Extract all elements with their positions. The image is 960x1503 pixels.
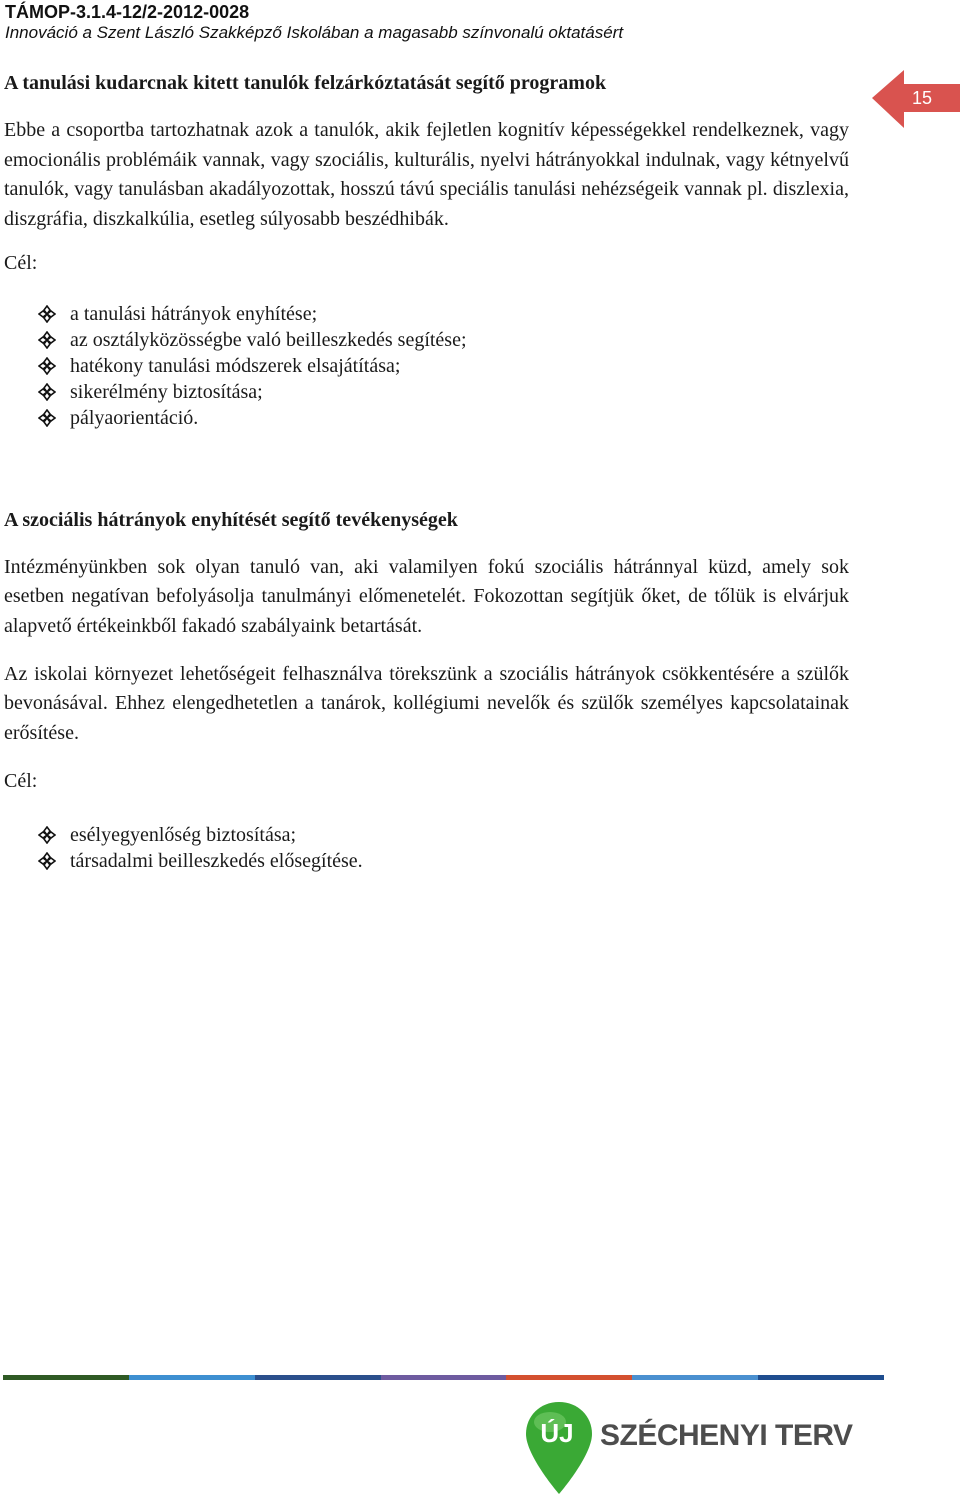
page-content (4, 68, 849, 874)
section2-goal-label: Cél: (4, 769, 38, 792)
rule-segment (129, 1375, 255, 1380)
list-item-text: hatékony tanulási módszerek elsajátítása; (70, 354, 401, 377)
project-subtitle: Innováció a Szent László Szakképző Iskolában a magasabb színvonalú oktatásért (5, 23, 624, 42)
diamond-bullet-icon (38, 383, 56, 401)
rule-segment (758, 1375, 884, 1380)
section1-goal-label: Cél: (4, 251, 38, 274)
diamond-bullet-icon (38, 357, 56, 375)
list-item (4, 848, 849, 874)
logo-pin-icon (524, 1400, 594, 1496)
section2-title: A szociális hátrányok enyhítését segítő tevékenységek (4, 508, 458, 531)
section1-paragraph: Ebbe a csoportba tartozhatnak azok a tanulók, akik fejletlen kognitív képességekkel rendelkeznek, vagy emocionális problémáik vannak, vagy szociális, kulturális, nyelvi hátrányokkal indulnak, vagy kétnyelvű tanulók, vagy tanulásban akadályozottak, hosszú távú speciális tanulási nehézségeik vannak pl. diszlexia, diszgráfia, diszkalkúlia, esetleg súlyosabb beszédhibák. (4, 119, 849, 231)
logo-text: SZÉCHENYI TERV (600, 1419, 853, 1452)
list-item (4, 379, 849, 405)
diamond-bullet-icon (38, 305, 56, 323)
list-item-text: társadalmi beilleszkedés elősegítése. (70, 850, 363, 873)
document-header (5, 2, 865, 44)
section2-goal-list (4, 822, 849, 874)
page-number-tab (872, 70, 960, 130)
list-item (4, 327, 849, 353)
list-item-text: pályaorientáció. (70, 406, 199, 429)
rule-segment (632, 1375, 758, 1380)
list-item (4, 405, 849, 431)
logo-mark-text: ÚJ (540, 1418, 574, 1448)
project-code: TÁMOP-3.1.4-12/2-2012-0028 (5, 2, 250, 22)
diamond-bullet-icon (38, 852, 56, 870)
rule-segment (3, 1375, 129, 1380)
list-item-text: esélyegyenlőség biztosítása; (70, 824, 297, 847)
szechenyi-terv-logo (520, 1400, 860, 1500)
list-item-text: sikerélmény biztosítása; (70, 380, 263, 403)
rule-segment (381, 1375, 507, 1380)
diamond-bullet-icon (38, 331, 56, 349)
list-item-text: az osztályközösségbe való beilleszkedés segítése; (70, 328, 467, 351)
list-item (4, 822, 849, 848)
footer-color-rule (3, 1375, 884, 1380)
section2-paragraph-1: Intézményünkben sok olyan tanuló van, aki valamilyen fokú szociális hátránnyal küzd, amely sok esetben negatívan befolyásolja tanulmányi előmenetelét. Fokozottan segítjük őket, de tőlük is elvárjuk alapvető értékeinkből fakadó szabályaink betartását. (4, 555, 849, 637)
diamond-bullet-icon (38, 826, 56, 844)
list-item (4, 301, 849, 327)
section2-paragraph-2: Az iskolai környezet lehetőségeit felhasználva törekszünk a szociális hátrányok csökkentésére a szülők bevonásával. Ehhez elengedhetetlen a tanárok, kollégiumi nevelők és szülők személyes kapcsolatainak erősítése. (4, 662, 849, 745)
rule-segment (506, 1375, 632, 1380)
rule-segment (255, 1375, 381, 1380)
page-number: 15 (911, 88, 933, 108)
section1-title: A tanulási kudarcnak kitett tanulók felzárkóztatását segítő programok (4, 72, 607, 94)
section1-goal-list (4, 301, 849, 431)
list-item (4, 353, 849, 379)
diamond-bullet-icon (38, 409, 56, 427)
list-item-text: a tanulási hátrányok enyhítése; (70, 302, 318, 325)
